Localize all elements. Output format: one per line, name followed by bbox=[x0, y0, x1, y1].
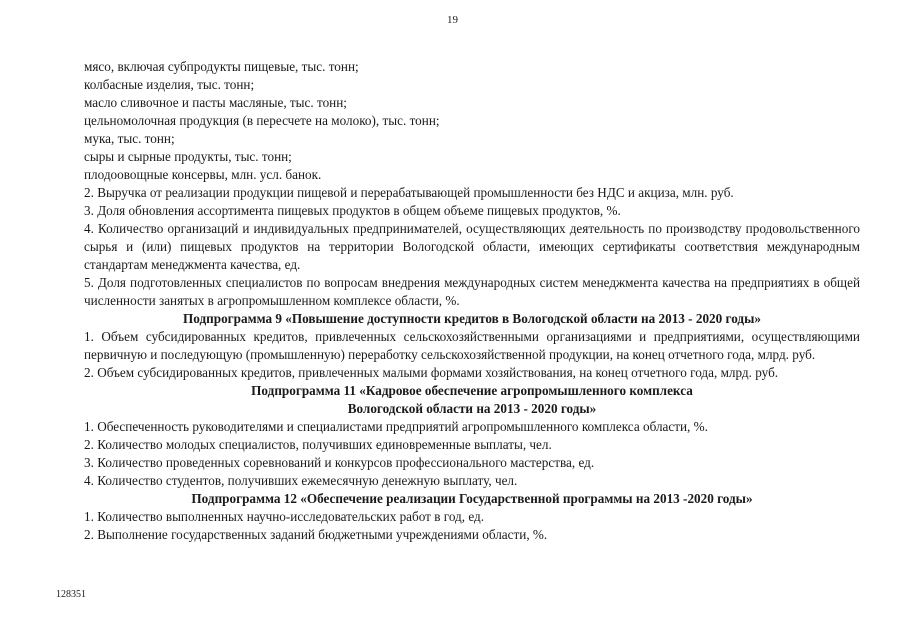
indicator-line: мука, тыс. тонн; bbox=[84, 131, 175, 146]
document-code: 128351 bbox=[56, 589, 86, 600]
indicator-line: масло сливочное и пасты масляные, тыс. тонн; bbox=[84, 95, 347, 110]
indicator-line: плодоовощные консервы, млн. усл. банок. bbox=[84, 167, 322, 182]
indicator-line: колбасные изделия, тыс. тонн; bbox=[84, 77, 255, 92]
document-body bbox=[84, 58, 860, 544]
indicator-item: 3. Количество проведенных соревнований и конкурсов профессионального мастерства, ед. bbox=[84, 455, 595, 470]
subprogram-11-heading-line2: Вологодской области на 2013 - 2020 годы» bbox=[347, 401, 597, 416]
subprogram-11-heading-line1: Подпрограмма 11 «Кадровое обеспечение агропромышленного комплекса bbox=[251, 383, 693, 398]
indicator-item: 2. Объем субсидированных кредитов, привлеченных малыми формами хозяйствования, на конец отчетного года, млрд. руб. bbox=[84, 365, 779, 380]
indicator-item: 2. Выручка от реализации продукции пищевой и перерабатывающей промышленности без НДС и акциза, млн. руб. bbox=[84, 185, 734, 200]
indicator-item: 1. Количество выполненных научно-исследовательских работ в год, ед. bbox=[84, 509, 485, 524]
indicator-item: 2. Выполнение государственных заданий бюджетными учреждениями области, %. bbox=[84, 527, 548, 542]
indicator-line: сыры и сырные продукты, тыс. тонн; bbox=[84, 149, 292, 164]
indicator-line: мясо, включая субпродукты пищевые, тыс. тонн; bbox=[84, 59, 359, 74]
subprogram-12-heading: Подпрограмма 12 «Обеспечение реализации Государственной программы на 2013 -2020 годы» bbox=[191, 491, 753, 506]
page-number: 19 bbox=[447, 14, 458, 26]
indicator-item: 4. Количество организаций и индивидуальных предпринимателей, осуществляющих деятельность по производству продовольственного сырья и (или) пищевых продуктов на территории Вологодской области, имеющих сертификаты соответствия международным стандартам менеджмента качества, ед. bbox=[84, 221, 860, 272]
indicator-line: цельномолочная продукция (в пересчете на молоко), тыс. тонн; bbox=[84, 113, 440, 128]
indicator-item: 4. Количество студентов, получивших ежемесячную денежную выплату, чел. bbox=[84, 473, 518, 488]
indicator-item: 1. Обеспеченность руководителями и специалистами предприятий агропромышленного комплекса области, %. bbox=[84, 419, 708, 434]
subprogram-9-heading: Подпрограмма 9 «Повышение доступности кредитов в Вологодской области на 2013 - 2020 годы» bbox=[183, 311, 761, 326]
indicator-item: 1. Объем субсидированных кредитов, привлеченных сельскохозяйственными организациями и предприятиями, осуществляющими первичную и последующую (промышленную) переработку сельскохозяйственной продукции, на конец отчетного года, млрд. руб. bbox=[84, 329, 860, 362]
indicator-item: 2. Количество молодых специалистов, получивших единовременные выплаты, чел. bbox=[84, 437, 552, 452]
indicator-item: 5. Доля подготовленных специалистов по вопросам внедрения международных систем менеджмента качества на предприятиях в общей численности занятых в агропромышленном комплексе области, %. bbox=[84, 275, 860, 308]
indicator-item: 3. Доля обновления ассортимента пищевых продуктов в общем объеме пищевых продуктов, %. bbox=[84, 203, 621, 218]
